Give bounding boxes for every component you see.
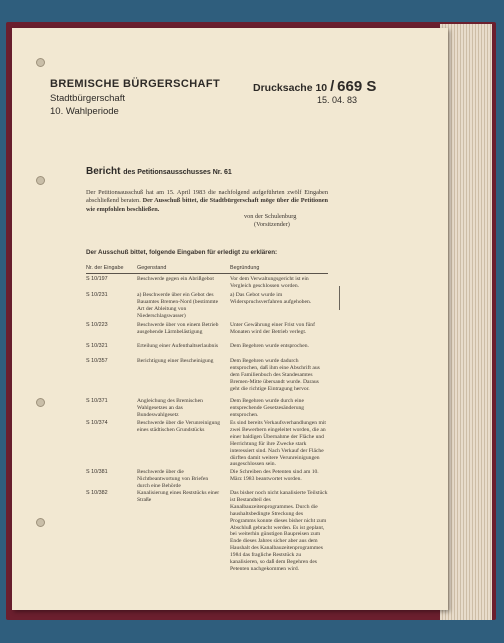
- petition-subject: Berichtigung einer Bescheinigung: [137, 358, 214, 364]
- margin-mark: [339, 300, 340, 310]
- petition-number: S 10/371: [86, 398, 108, 404]
- petition-number: S 10/381: [86, 469, 108, 475]
- chamber-name: Stadtbürgerschaft: [50, 93, 125, 104]
- document-number: [253, 78, 376, 95]
- report-title: [86, 166, 232, 177]
- petition-number: S 10/374: [86, 420, 108, 426]
- petition-reason: Dem Begehren wurde dadurch entsprochen, daß ihm eine Abschrift aus dem Familienbuch des Standesamtes Bremen-Mitte übersandt wurde. Daraus geht die richtige Eintragung hervor.: [230, 358, 320, 392]
- petition-subject: Beschwerde gegen ein Abrißgebot: [137, 276, 214, 282]
- signer-name: von der Schulenburg: [244, 213, 297, 220]
- petition-reason: Das bisher noch nicht kanalisierte Teilstück ist Bestandteil des Kanalbauzeitenprogrammes. Durch die haushaltsbedingte Streckung des Programms konnte dieses bisher nicht zum Abschluß gebracht werden. Es ist geplant, bei weiterhin günstigen Baupreisen zum Ende dieses Jahres sicher aber aus dem Haushalt des Kanalbauzeitenprogrammes 1984 das fragliche Reststück zu kanalisieren, so daß dem Begehren des Petenten nachgekommen wird.: [230, 490, 328, 572]
- punch-hole: [36, 398, 45, 407]
- petition-subject: Beschwerde über die Verunreinigung eines städtischen Grundstücks: [137, 420, 220, 433]
- petition-subject: Kanalisierung eines Reststücks einer Straße: [137, 490, 220, 503]
- column-header-number: Nr. der Eingabe: [86, 265, 124, 271]
- column-header-subject: Gegenstand: [137, 265, 167, 271]
- petition-number: S 10/321: [86, 343, 108, 349]
- petition-reason: Vor dem Verwaltungsgericht ist ein Vergleich geschlossen worden.: [230, 276, 309, 289]
- report-title-main: Bericht: [86, 166, 121, 177]
- petition-number: S 10/231: [86, 292, 108, 298]
- petition-reason: Dem Begehren wurde durch eine entsprechende Gesetzesänderung entsprochen.: [230, 398, 305, 418]
- document-date: 15. 04. 83: [317, 95, 358, 105]
- signature-block: [244, 213, 296, 230]
- petition-number: S 10/382: [86, 490, 108, 496]
- report-title-rest: des Petitionsausschusses Nr. 61: [123, 169, 232, 176]
- margin-mark: [339, 286, 340, 300]
- organisation-name: BREMISCHE BÜRGERSCHAFT: [50, 78, 221, 90]
- intro-bold: Der Ausschuß bittet, die Stadtbürgerschaft möge über die Petitionen wie empfohlen beschließen.: [86, 197, 328, 213]
- petition-reason: Die Schreiben des Petenten sind am 10. März 1983 beantwortet worden.: [230, 469, 319, 482]
- column-header-reason: Begründung: [230, 265, 260, 271]
- petition-reason: Dem Begehren wurde entsprochen.: [230, 343, 309, 349]
- request-lead: Der Ausschuß bittet, folgende Eingaben für erledigt zu erklären:: [86, 249, 278, 256]
- petition-number: S 10/223: [86, 322, 108, 328]
- doc-number-value: 669 S: [337, 78, 377, 95]
- petition-subject: a) Beschwerde über ein Gebot des Bauamtes Bremen-Nord (bestimmte Art der Ableitung von Niederschlagswasser): [137, 292, 219, 319]
- petition-subject: Erteilung einer Aufenthaltserlaubnis: [137, 343, 219, 349]
- petition-number: S 10/357: [86, 358, 108, 364]
- intro-paragraph: [86, 189, 328, 214]
- petition-number: S 10/197: [86, 276, 108, 282]
- punch-hole: [36, 176, 45, 185]
- petition-subject: Beschwerde über von einem Betrieb ausgehende Lärmbelästigung: [137, 322, 219, 335]
- intro-plain: Der Petitionsausschuß hat am 15. April 1983 die nachfolgend aufgeführten zwölf Eingaben abschließend beraten.: [86, 189, 328, 205]
- petition-subject: Beschwerde über die Nichtbeantwortung von Briefen durch eine Behörde: [137, 469, 209, 489]
- signer-role: (Vorsitzender): [254, 221, 290, 229]
- table-header-rule: [86, 273, 328, 274]
- punch-hole: [36, 58, 45, 67]
- petition-subject: Angleichung des Bremischen Wahlgesetzes an das Bundeswahlgesetz: [137, 398, 203, 418]
- punch-hole: [36, 518, 45, 527]
- petition-reason: Es sind bereits Verkaufsverhandlungen mit zwei Bewerbern eingeleitet worden, die an einer baldigen Übernahme der Fläche und Herrichtung für ihre Zwecke stark interessiert sind. Nach Verkauf der Fläche dürften damit weitere Verunreinigungen ausgeschlossen sein.: [230, 420, 326, 468]
- petition-reason: a) Das Gebot wurde im Widerspruchsverfahren aufgehoben.: [230, 292, 312, 305]
- doc-prefix: Drucksache 10: [253, 82, 328, 94]
- doc-separator: /: [330, 78, 335, 95]
- petition-reason: Unter Gewährung einer Frist von fünf Monaten wird der Betrieb verlegt.: [230, 322, 315, 335]
- legislative-period: 10. Wahlperiode: [50, 106, 119, 117]
